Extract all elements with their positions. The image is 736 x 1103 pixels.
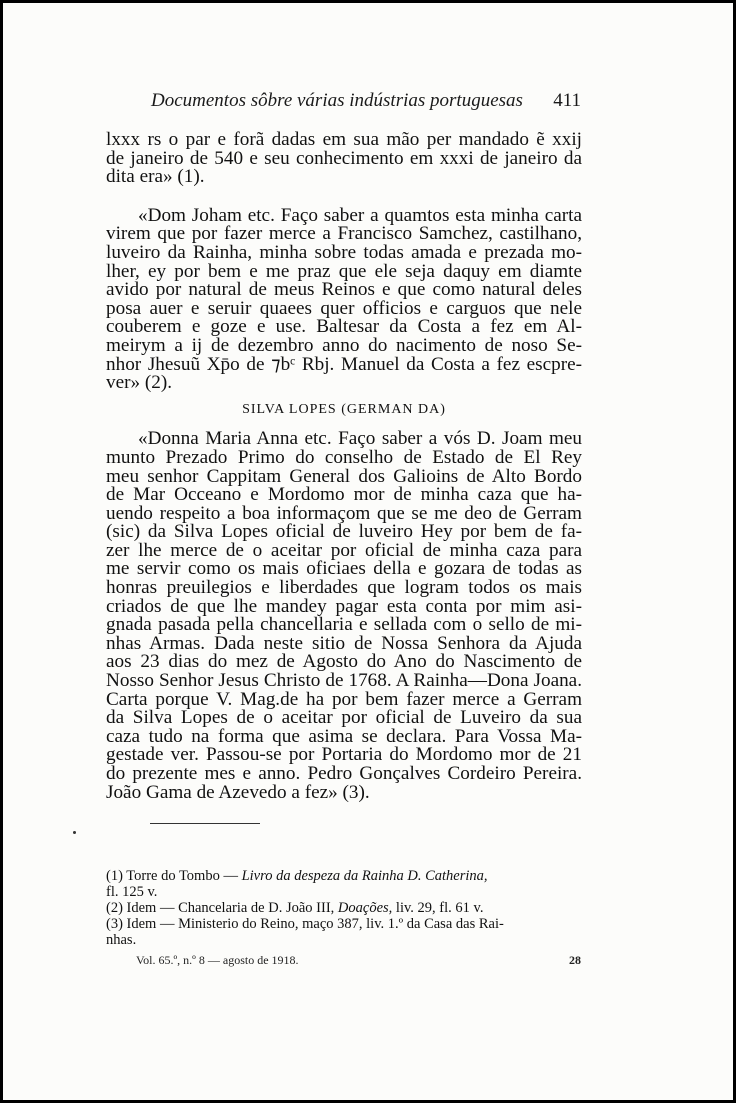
text-line: lher, ey por bem e me praz que ele seja daquy em diamte (106, 260, 582, 282)
text-line: (sic) da Silva Lopes oficial de luveiro Hey por bem de fa- (106, 521, 582, 543)
text-line: Nosso Senhor Jesus Christo de 1768. A Rainha—Dona Joana. (106, 670, 582, 692)
text-line: honras preuilegios e liberdades que logram todos os mais (106, 577, 582, 599)
text-line: uendo respeito a boa informaçom que se me deo de Gerram (106, 502, 582, 524)
text-line: meirym a ij de dezembro anno do nacimento de noso Se- (106, 334, 582, 356)
text-line: zer lhe merce de o aceitar por oficial de minha caza para (106, 539, 582, 561)
text-line: de Mar Occeano e Mordomo mor de minha caza que ha- (106, 484, 582, 506)
text-line: gestade ver. Passou-se por Portaria do Mordomo mor de 21 (106, 744, 582, 766)
text-line: couberem e goze e use. Baltesar da Costa a fez em Al- (106, 316, 582, 338)
text-line: aos 23 dias do mez de Agosto do Ano do Nascimento de (106, 651, 582, 673)
footnote-1: (1) Torre do Tombo — Livro da despeza da Rainha D. Catherina, (106, 868, 488, 884)
paragraph-2 (106, 204, 582, 394)
text-line: caza tudo na forma que asima se declara. Para Vossa Ma- (106, 725, 582, 747)
text-line: nhas Armas. Dada neste sitio de Nossa Senhora da Ajuda (106, 632, 582, 654)
page (3, 3, 733, 1100)
text-line: «Dom Joham etc. Faço saber a quamtos esta minha carta (138, 204, 582, 226)
text-line: João Gama de Azevedo a fez» (3). (106, 781, 370, 803)
section-heading: SILVA LOPES (GERMAN DA) (242, 401, 446, 417)
page-number: 411 (553, 90, 581, 111)
text-line: posa auer e seruir quaees quer officios e carguos que nele (106, 297, 582, 319)
text-line: munto Prezado Primo do conselho de Estado de El Rey (106, 446, 582, 468)
text-line: nhor Jhesuũ Xp̄o de ⁊bᶜ Rbj. Manuel da Costa a fez escpre- (106, 353, 582, 375)
ink-dot (73, 831, 76, 834)
page-footer (136, 953, 581, 968)
paragraph-1 (106, 131, 582, 187)
running-title: Documentos sôbre várias indústrias portuguesas (151, 90, 523, 111)
text-line: criados de que lhe mandey pagar esta conta por mim asi- (106, 595, 582, 617)
footnotes (106, 868, 582, 948)
signature-mark: 28 (569, 953, 581, 967)
footnote-3: (3) Idem — Ministerio do Reino, maço 387, liv. 1.º da Casa das Rai- (106, 916, 504, 932)
footnote-1-cont: fl. 125 v. (106, 884, 158, 900)
imprint: Vol. 65.º, n.º 8 — agosto de 1918. (136, 953, 299, 967)
body-text (106, 131, 582, 802)
text-line: do prezente mes e anno. Pedro Gonçalves Cordeiro Pereira. (106, 763, 582, 784)
paragraph-3 (106, 430, 582, 802)
text-line: «Donna Maria Anna etc. Faço saber a vós D. Joam meu (138, 428, 582, 450)
footnote-2: (2) Idem — Chancelaria de D. João III, Doações, liv. 29, fl. 61 v. (106, 900, 484, 916)
text-line: de janeiro de 540 e seu conhecimento em xxxi de janeiro da (106, 147, 582, 169)
text-line: avido por natural de meus Reinos e que como natural deles (106, 279, 582, 301)
text-line: ver» (2). (106, 372, 173, 394)
text-line: luveiro da Rainha, minha sobre todas amada e prezada mo- (106, 241, 582, 263)
text-line: gnada pasada pella chancellaria e sellada com o sello de mi- (106, 614, 582, 636)
text-line: meu senhor Cappitam General dos Galioins de Alto Bordo (106, 465, 582, 487)
text-line: da Silva Lopes de o aceitar por oficial de Luveiro da sua (106, 707, 582, 729)
text-line: dita era» (1). (106, 166, 205, 188)
text-line: me servir como os mais oficiaes della e gozara de todas as (106, 558, 582, 580)
running-header (151, 90, 581, 112)
text-line: lxxx rs o par e forã dadas em sua mão per mandado ẽ xxij (106, 129, 582, 150)
footnote-3-cont: nhas. (106, 932, 137, 948)
footnote-rule (150, 823, 260, 824)
text-line: virem que por fazer merce a Francisco Samchez, castilhano, (106, 223, 582, 245)
text-line: Carta porque V. Mag.de ha por bem fazer merce a Gerram (106, 688, 582, 710)
